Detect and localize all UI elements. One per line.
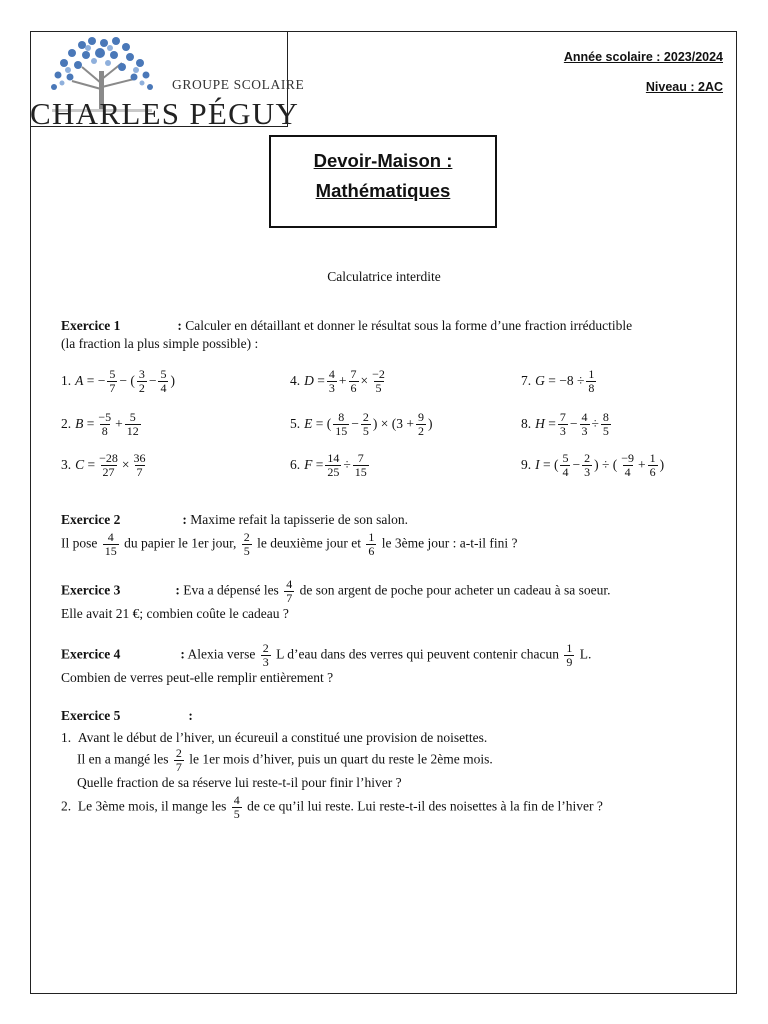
exercise-3: Exercice 3 : Eva a dépensé les $\frac{4}{7}$ de son argent de poche pour acheter un cadeau à sa soeur. Elle avait 21 €; combien coûte le cadeau ? bbox=[61, 577, 611, 621]
expression-b: 2. B = $\frac{-5}{8}$ + $\frac{5}{12}$ bbox=[61, 409, 139, 438]
calculator-note: Calculatrice interdite bbox=[327, 269, 441, 284]
expression-e: 5. E = ( $\frac{8}{15}$ − $\frac{2}{5}$ ) × (3 + $\frac{9}{2}$ ) bbox=[290, 409, 433, 438]
expression-g: 7. G = −8 ÷ $\frac{1}{8}$ bbox=[521, 366, 595, 395]
expression-a: 1. A = − $\frac{5}{7}$ − ( $\frac{3}{2}$ − $\frac{5}{4}$ ) bbox=[61, 366, 175, 395]
title-line-1: Devoir-Maison : bbox=[313, 150, 453, 171]
expression-d: 4. D = $\frac{4}{3}$ + $\frac{7}{6}$ × $\frac{-2}{5}$ bbox=[290, 366, 385, 395]
school-year: Année scolaire : 2023/2024 bbox=[563, 50, 723, 64]
exercise-1-text-2: (la fraction la plus simple possible) : bbox=[61, 336, 259, 351]
exercise-5: Exercice 5 : 1. Avant le début de l’hiver, un écureuil a constitué une provision de noisettes. Il en a mangé les $\frac{2}{7}$ le 1er mois d’hiver, puis un quart du reste le 2ème mois. Quelle fraction de sa réserve lui reste-t-il pour finir l’hiver ? 2. Le 3ème mois, il mange les $\frac{4}{5}$ de ce qu’il lui reste. Lui reste-t-il des noisettes à la fin de l’hiver ? bbox=[61, 708, 603, 821]
title-line-2: Mathématiques bbox=[315, 180, 451, 201]
exercise-4-title: Exercice 4 bbox=[61, 646, 121, 662]
exercise-1-text: Calculer en détaillant et donner le résultat sous la forme d’une fraction irréductible bbox=[185, 318, 633, 333]
document-title bbox=[269, 135, 497, 228]
exercise-1-title: Exercice 1 bbox=[61, 318, 121, 333]
expression-f: 6. F = $\frac{14}{25}$ ÷ $\frac{7}{15}$ bbox=[290, 450, 367, 479]
class-level: Niveau : 2AC bbox=[645, 80, 723, 94]
exercise-2-title: Exercice 2 bbox=[61, 512, 121, 527]
school-name: CHARLES PÉGUY bbox=[30, 96, 300, 131]
exercise-1-statement: Exercice 1 : Calculer en détaillant et donner le résultat sous la forme d’une fraction irréductible (la fraction la plus simple possible) : bbox=[61, 318, 633, 351]
exercise-5-title: Exercice 5 bbox=[61, 708, 121, 723]
expression-h: 8. H = $\frac{7}{3}$ − $\frac{4}{3}$ ÷ $\frac{8}{5}$ bbox=[521, 409, 609, 438]
expression-c: 3. C = $\frac{-28}{27}$ × $\frac{36}{7}$ bbox=[61, 450, 146, 479]
school-logo bbox=[30, 31, 305, 131]
expression-i: 9. I = ( $\frac{5}{4}$ − $\frac{2}{3}$ ) ÷ ( $\frac{-9}{4}$ + $\frac{1}{6}$ ) bbox=[521, 450, 665, 479]
exercise-4: Exercice 4 : Alexia verse $\frac{2}{3}$ L d’eau dans des verres qui peuvent contenir chacun $\frac{1}{9}$ L. Combien de verres peut-elle remplir entièrement ? bbox=[61, 641, 592, 685]
exercise-3-title: Exercice 3 bbox=[61, 582, 121, 598]
school-group-label: GROUPE SCOLAIRE bbox=[172, 77, 305, 92]
exercise-2: Exercice 2 : Maxime refait la tapisserie de son salon. Il pose $\frac{4}{15}$ du papier le 1er jour, $\frac{2}{5}$ le deuxième jour et $\frac{1}{6}$ le 3ème jour : a-t-il fini ? bbox=[61, 512, 518, 558]
